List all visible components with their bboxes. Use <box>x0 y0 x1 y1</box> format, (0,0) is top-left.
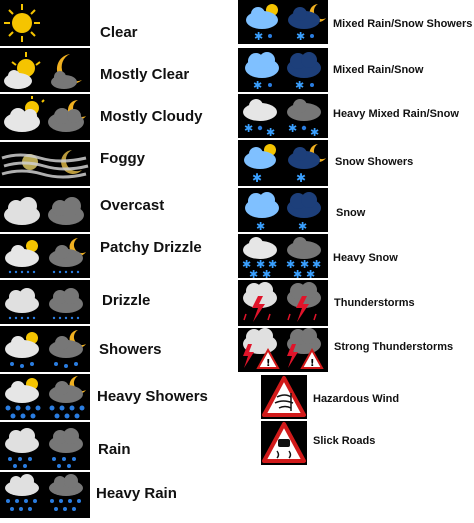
drizzle-icon <box>0 280 90 324</box>
svg-text:✱: ✱ <box>268 258 278 271</box>
legend-label-overcast: Overcast <box>100 197 165 214</box>
legend-label-strong-thunderstorms: Strong Thunderstorms <box>334 341 454 353</box>
legend-label-thunderstorms: Thunderstorms <box>334 297 415 309</box>
svg-text:✱: ✱ <box>298 220 308 232</box>
svg-text:!: ! <box>310 358 315 369</box>
patchy-drizzle-icon <box>0 234 90 278</box>
svg-text:✱: ✱ <box>312 258 322 271</box>
legend-label-mostly-clear: Mostly Clear <box>100 66 190 83</box>
legend-label-heavy-showers: Heavy Showers <box>97 388 208 405</box>
svg-text:✱: ✱ <box>296 171 307 185</box>
svg-text:!: ! <box>266 358 271 369</box>
legend-label-snow: Snow <box>336 207 366 219</box>
legend-label-snow-showers: Snow Showers <box>335 156 414 168</box>
svg-text:✱: ✱ <box>253 79 263 92</box>
hazardous-wind-sign-icon <box>261 375 307 419</box>
legend-label-heavy-rain: Heavy Rain <box>96 485 177 502</box>
legend-label-drizzle: Drizzle <box>102 292 151 309</box>
svg-text:✱: ✱ <box>310 126 320 138</box>
rain-icon <box>0 422 90 470</box>
mostly-cloudy-icon <box>0 94 90 140</box>
slick-roads-sign-icon <box>261 421 307 465</box>
svg-text:✱: ✱ <box>266 126 276 138</box>
svg-text:✱: ✱ <box>254 30 264 43</box>
heavy-snow-icon <box>238 234 328 278</box>
svg-text:✱: ✱ <box>300 258 310 271</box>
legend-label-mixed-rain-snow-showers: Mixed Rain/Snow Showers <box>333 18 473 30</box>
strong-thunderstorms-icon <box>238 328 328 372</box>
mostly-clear-icon <box>0 48 90 92</box>
legend-label-heavy-mixed-rain-snow: Heavy Mixed Rain/Snow <box>333 108 459 120</box>
heavy-mixed-rain-snow-icon <box>238 94 328 138</box>
foggy-icon <box>0 142 90 186</box>
thunderstorms-icon <box>238 280 328 326</box>
svg-text:✱: ✱ <box>306 268 316 278</box>
heavy-showers-icon <box>0 374 90 420</box>
svg-text:✱: ✱ <box>256 258 266 271</box>
snow-icon <box>238 188 328 232</box>
mixed-rain-snow-showers-icon <box>238 0 328 44</box>
legend-label-patchy-drizzle: Patchy Drizzle <box>100 239 202 256</box>
svg-text:✱: ✱ <box>295 79 305 92</box>
legend-label-foggy: Foggy <box>100 150 145 167</box>
svg-text:✱: ✱ <box>256 220 266 232</box>
legend-label-heavy-snow: Heavy Snow <box>333 252 398 264</box>
legend-label-mostly-cloudy: Mostly Cloudy <box>100 108 203 125</box>
svg-text:✱: ✱ <box>252 171 263 185</box>
legend-label-clear: Clear <box>100 24 138 41</box>
svg-text:✱: ✱ <box>242 258 252 271</box>
legend-label-hazardous-wind: Hazardous Wind <box>313 393 400 405</box>
svg-text:✱: ✱ <box>288 122 298 135</box>
svg-text:✱: ✱ <box>244 122 254 135</box>
svg-text:✱: ✱ <box>249 268 259 278</box>
legend-label-showers: Showers <box>99 341 162 358</box>
svg-text:✱: ✱ <box>296 30 306 43</box>
mixed-rain-snow-icon <box>238 48 328 92</box>
snow-showers-icon <box>238 140 328 186</box>
svg-text:✱: ✱ <box>293 268 303 278</box>
overcast-icon <box>0 188 90 232</box>
legend-label-slick-roads: Slick Roads <box>313 435 376 447</box>
showers-icon <box>0 326 90 372</box>
heavy-rain-icon <box>0 472 90 518</box>
svg-text:✱: ✱ <box>262 268 272 278</box>
legend-label-mixed-rain-snow: Mixed Rain/Snow <box>333 64 424 76</box>
clear-icon <box>0 0 90 46</box>
svg-text:✱: ✱ <box>286 258 296 271</box>
legend-label-rain: Rain <box>98 441 131 458</box>
